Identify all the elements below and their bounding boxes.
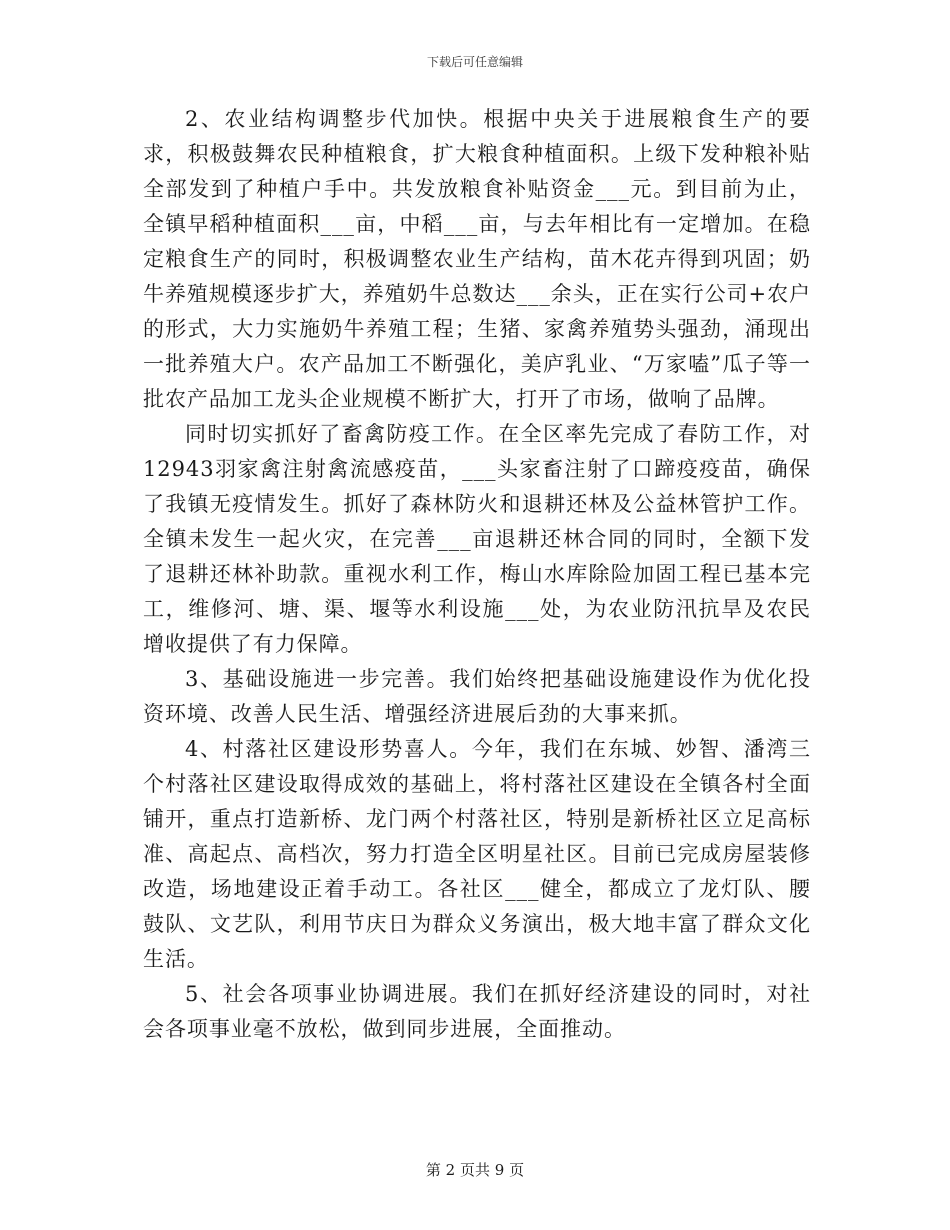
document-body [143,102,811,1047]
paragraph-infrastructure: 3、基础设施进一步完善。我们始终把基础设施建设作为优化投资环境、改善人民生活、增强经济进展后劲的大事来抓。 [143,667,811,726]
paragraph-village-community: 4、村落社区建设形势喜人。今年，我们在东城、妙智、潘湾三个村落社区建设取得成效的基础上，将村落社区建设在全镇各村全面铺开，重点打造新桥、龙门两个村落社区，特别是新桥社区立足高标准、高起点、高档次，努力打造全区明星社区。目前已完成房屋装修改造，场地建设正着手动工。各社区___健全，都成立了龙灯队、腰鼓队、文艺队，利用节庆日为群众义务演出，极大地丰富了群众文化生活。 [143,737,811,971]
paragraph-epidemic-prevention: 同时切实抓好了畜禽防疫工作。在全区率先完成了春防工作，对12943羽家禽注射禽流感疫苗，___头家畜注射了口蹄疫疫苗，确保了我镇无疫情发生。抓好了森林防火和退耕还林及公益林管护工作。全镇未发生一起火灾，在完善___亩退耕还林合同的同时，全额下发了退耕还林补助款。重视水利工作，梅山水库除险加固工程已基本完工，维修河、塘、渠、堰等水利设施___处，为农业防汛抗旱及农民增收提供了有力保障。 [143,422,811,656]
page-number: 第 2 页共 9 页 [425,1161,525,1179]
paragraph-agriculture-structure: 2、农业结构调整步代加快。根据中央关于进展粮食生产的要求，积极鼓舞农民种植粮食，扩大粮食种植面积。上级下发种粮补贴全部发到了种植户手中。共发放粮食补贴资金___元。到目前为止，全镇早稻种植面积___亩，中稻___亩，与去年相比有一定增加。在稳定粮食生产的同时，积极调整农业生产结构，苗木花卉得到巩固；奶牛养殖规模逐步扩大，养殖奶牛总数达___余头，正在实行公司+农户的形式，大力实施奶牛养殖工程；生猪、家禽养殖势头强劲，涌现出一批养殖大户。农产品加工不断强化，美庐乳业、“万家嗑”瓜子等一批农产品加工龙头企业规模不断扩大，打开了市场，做响了品牌。 [143,107,811,411]
paragraph-social-undertakings: 5、社会各项事业协调进展。我们在抓好经济建设的同时，对社会各项事业毫不放松，做到同步进展，全面推动。 [143,982,811,1041]
page-header: 下载后可任意编辑 [426,55,523,69]
